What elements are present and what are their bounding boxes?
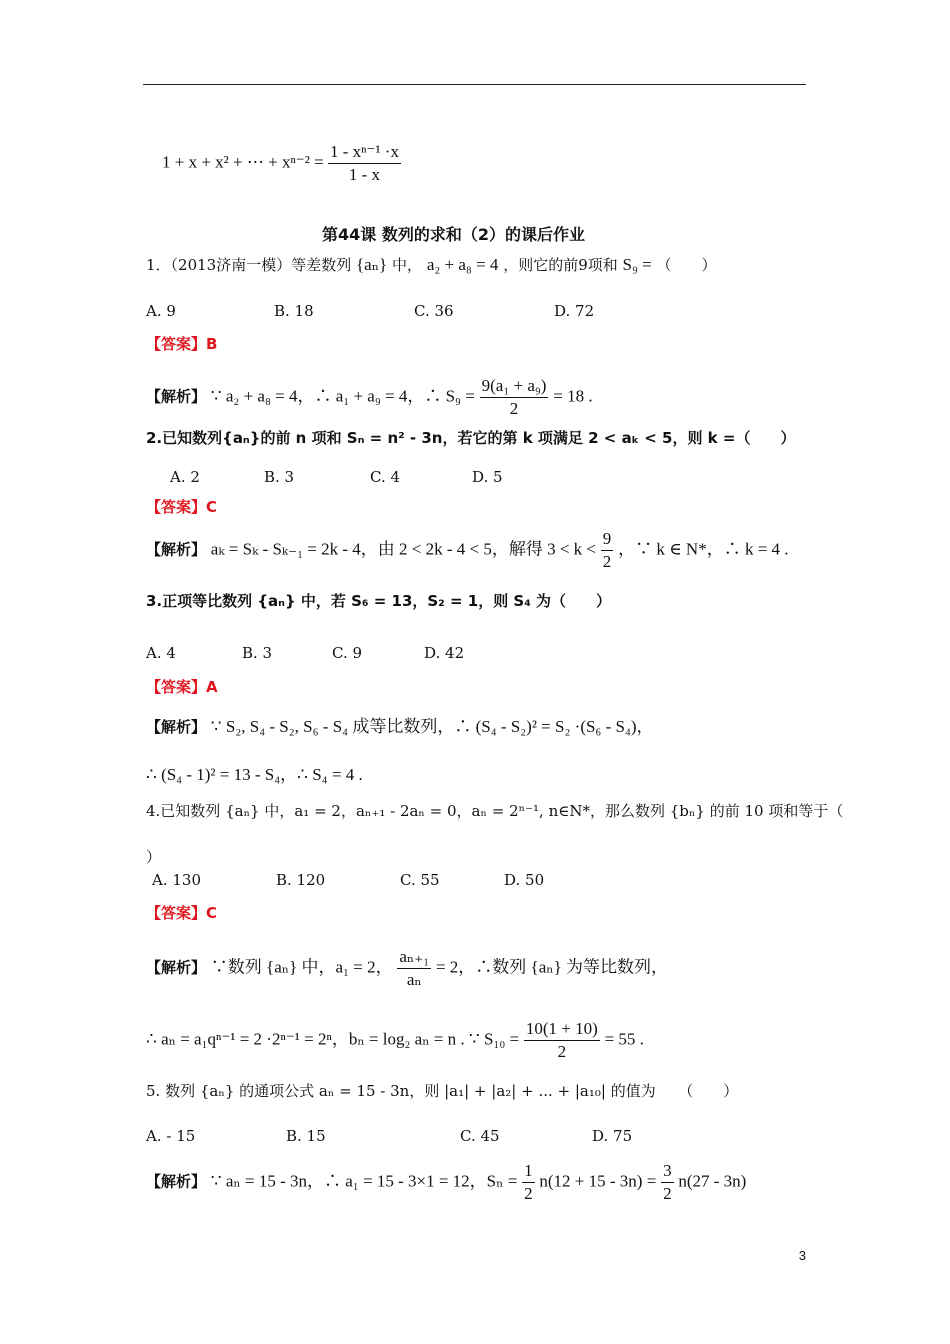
q4-solution-line1 <box>146 946 668 991</box>
q5-solution-mid: n(12 + 15 - 3n) = <box>539 1171 657 1191</box>
q4-solution-line2-part2: = 55 . <box>604 1029 644 1049</box>
q2-solution-fraction <box>601 528 614 573</box>
q3-answer: 【答案】A <box>146 678 218 696</box>
q1-target: S₉ = <box>622 255 652 274</box>
formula-lhs: 1 + x + x² + ⋯ + xⁿ⁻² <box>162 152 310 172</box>
q2-solution-part2: ，∵ k ∈ N*，∴ k = 4 . <box>618 539 789 559</box>
q3-option-a: A. 4 <box>146 644 176 662</box>
q5-option-c: C. 45 <box>460 1127 500 1145</box>
q1-solution-part2: = 18 . <box>553 386 593 406</box>
q2-fraction-den: 2 <box>602 552 612 571</box>
q3-stem: 3.正项等比数列 {aₙ} 中，若 S₆ = 13，S₂ = 1，则 S₄ 为（ ） <box>146 592 612 610</box>
q4-solution-line2-fraction <box>524 1018 600 1063</box>
q4-answer: 【答案】C <box>146 904 218 922</box>
q1-condition: a₂ + a₈ = 4 <box>426 255 499 274</box>
q3-solution-line1 <box>146 712 654 737</box>
q5-option-d: D. 75 <box>592 1127 633 1145</box>
header-formula <box>162 141 401 186</box>
q4-option-b: B. 120 <box>276 871 326 889</box>
q2-answer: 【答案】C <box>146 498 218 516</box>
q2-solution <box>146 528 789 573</box>
q1-sequence: {aₙ} <box>356 255 388 274</box>
q1-mid: 中， <box>392 256 423 274</box>
formula-eq: = <box>314 152 324 172</box>
q5-solution-label: 【解析】 <box>146 1172 207 1191</box>
q1-stem <box>146 254 717 275</box>
q5-option-a: A. - 15 <box>146 1127 196 1145</box>
header-rule <box>143 84 806 85</box>
q1-option-a: A. 9 <box>146 302 176 320</box>
q1-option-c: C. 36 <box>414 302 454 320</box>
q3-solution-line2: ∴ (S₄ - 1)² = 13 - S₄，∴ S₄ = 4 . <box>146 765 363 784</box>
q5-option-b: B. 15 <box>286 1127 326 1145</box>
q2-solution-label: 【解析】 <box>146 540 207 559</box>
q4-solution-line2 <box>146 1018 644 1063</box>
q4-option-c: C. 55 <box>400 871 440 889</box>
q3-option-d: D. 42 <box>424 644 465 662</box>
q1-mid2: ，则它的前9项和 <box>503 256 618 274</box>
page-number: 3 <box>798 1248 806 1263</box>
q1-prefix: 1．（2013济南一模）等差数列 <box>146 256 352 274</box>
q4-solution-part2: = 2，∴数列 {aₙ} 为等比数列， <box>435 957 669 977</box>
q5-fraction2-den: 2 <box>663 1184 672 1203</box>
q1-solution-label: 【解析】 <box>146 387 207 406</box>
q3-option-c: C. 9 <box>332 644 363 662</box>
q1-paren: （ ） <box>656 256 717 274</box>
q5-solution-part1: ∵ aₙ = 15 - 3n，∴ a₁ = 15 - 3×1 = 12，Sₙ = <box>210 1171 518 1191</box>
q5-fraction1-num: 1 <box>522 1160 535 1183</box>
q2-fraction-num: 9 <box>601 528 614 551</box>
q1-solution <box>146 375 593 420</box>
q4-fraction-den: aₙ <box>406 970 422 989</box>
q1-fraction-num: 9(a₁ + a₉) <box>480 375 549 398</box>
q2-solution-part1: aₖ = Sₖ - Sₖ₋₁ = 2k - 4，由 2 < 2k - 4 < 5，解得 3 < k < <box>210 539 597 559</box>
fraction-numerator: 1 - xⁿ⁻¹ ·x <box>328 141 401 164</box>
q1-option-d: D. 72 <box>554 302 595 320</box>
q5-solution-fraction1 <box>522 1160 535 1205</box>
q1-answer: 【答案】B <box>146 335 218 353</box>
q4-line2-fraction-num: 10(1 + 10) <box>524 1018 600 1041</box>
q2-option-d: D. 5 <box>472 468 503 486</box>
q4-stem: 4.已知数列 {aₙ} 中，a₁ = 2，aₙ₊₁ - 2aₙ = 0，aₙ = 2ⁿ⁻¹, n∈N*，那么数列 {bₙ} 的前 10 项和等于（ <box>146 802 844 820</box>
q2-option-b: B. 3 <box>264 468 295 486</box>
q3-option-b: B. 3 <box>242 644 273 662</box>
q5-solution <box>146 1160 746 1205</box>
lesson-title: 第44课 数列的求和（2）的课后作业 <box>322 225 585 244</box>
q4-solution-fraction <box>397 946 431 991</box>
q3-solution-text1: ∵ S₂, S₄ - S₂, S₆ - S₄ 成等比数列，∴ (S₄ - S₂)² = S₂ ·(S₆ - S₄)， <box>210 717 654 736</box>
q2-option-a: A. 2 <box>170 468 200 486</box>
q4-line2-fraction-den: 2 <box>557 1042 567 1061</box>
formula-fraction <box>328 141 401 186</box>
q2-option-c: C. 4 <box>370 468 401 486</box>
q4-solution-line2-part1: ∴ aₙ = a₁qⁿ⁻¹ = 2 ·2ⁿ⁻¹ = 2ⁿ，bₙ = log₂ aₙ = n . ∵ S₁₀ = <box>146 1029 520 1049</box>
q5-fraction1-den: 2 <box>524 1184 533 1203</box>
q5-solution-fraction2 <box>661 1160 674 1205</box>
q4-stem-tail: ） <box>146 848 162 866</box>
q4-fraction-num: aₙ₊₁ <box>397 946 431 969</box>
q2-stem: 2.已知数列{aₙ}的前 n 项和 Sₙ = n² - 3n，若它的第 k 项满足 2 < aₖ < 5，则 k =（ ） <box>146 429 796 447</box>
q1-fraction-den: 2 <box>509 399 519 418</box>
fraction-denominator: 1 - x <box>348 165 381 184</box>
q1-solution-part1: ∵ a₂ + a₈ = 4，∴ a₁ + a₉ = 4，∴ S₉ = <box>210 386 475 406</box>
q5-stem: 5. 数列 {aₙ} 的通项公式 aₙ = 15 - 3n，则 |a₁| + |a₂| + ... + |a₁₀| 的值为 （ ） <box>146 1082 739 1100</box>
q5-fraction2-num: 3 <box>661 1160 674 1183</box>
q4-option-a: A. 130 <box>152 871 201 889</box>
q1-option-b: B. 18 <box>274 302 314 320</box>
q5-solution-part2: n(27 - 3n) <box>678 1171 747 1191</box>
q4-option-d: D. 50 <box>504 871 545 889</box>
q3-solution-label: 【解析】 <box>146 718 207 736</box>
q4-solution-part1: ∵数列 {aₙ} 中，a₁ = 2， <box>210 957 393 977</box>
q1-solution-fraction <box>480 375 549 420</box>
q4-solution-label: 【解析】 <box>146 958 207 977</box>
